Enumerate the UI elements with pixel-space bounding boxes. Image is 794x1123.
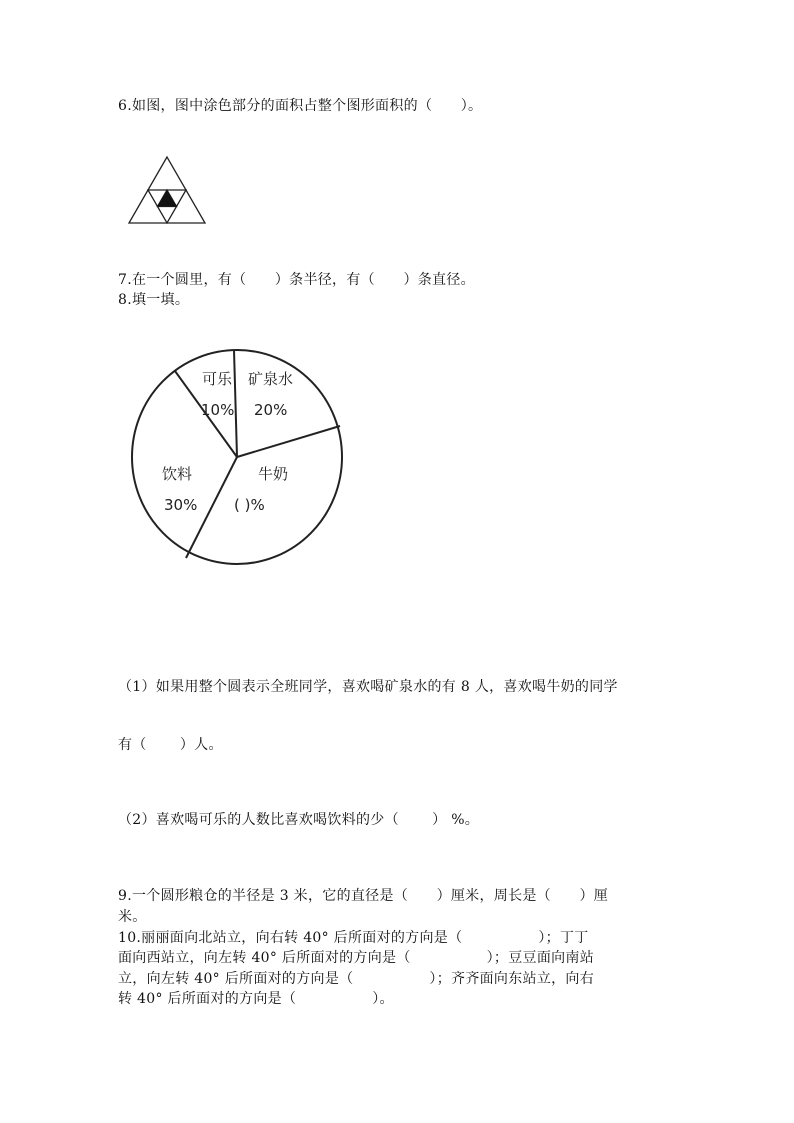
triangle-figure — [125, 155, 209, 225]
question-9-line1: 9.一个圆形粮仓的半径是 3 米，它的直径是（ ）厘米，周长是（ ）厘 — [118, 888, 609, 904]
pie-value-drink: 30% — [164, 496, 198, 514]
question-10-line1: 10.丽丽面向北站立，向右转 40° 后所面对的方向是（ ）；丁丁 — [118, 930, 589, 946]
pie-label-milk: 牛奶 — [258, 465, 289, 483]
pie-label-drink: 饮料 — [162, 465, 193, 483]
question-7-text: 7.在一个圆里，有（ ）条半径，有（ ）条直径。 — [118, 272, 475, 288]
shaded-triangle — [158, 191, 176, 206]
question-8-part2: （2）喜欢喝可乐的人数比喜欢喝饮料的少（ ） %。 — [118, 812, 480, 828]
question-8-text: 8.填一填。 — [118, 292, 190, 308]
question-9-line2: 米。 — [118, 909, 147, 925]
pie-value-water: 20% — [254, 401, 288, 419]
pie-chart — [126, 342, 348, 568]
pie-value-cola: 10% — [201, 401, 235, 419]
question-8-part1-line1: （1）如果用整个圆表示全班同学，喜欢喝矿泉水的有 8 人，喜欢喝牛奶的同学 — [118, 679, 618, 695]
question-10-line2: 面向西站立，向左转 40° 后所面对的方向是（ ）；豆豆面向南站 — [118, 950, 595, 966]
question-8-part1-line2: 有（ ）人。 — [118, 737, 223, 753]
question-6-text: 6.如图，图中涂色部分的面积占整个图形面积的（ ）。 — [118, 98, 483, 114]
question-10-line4: 转 40° 后所面对的方向是（ ）。 — [118, 991, 394, 1007]
question-10-line3: 立，向左转 40° 后所面对的方向是（ ）；齐齐面向东站立，向右 — [118, 971, 595, 987]
pie-label-water: 矿泉水 — [248, 370, 294, 388]
pie-label-cola: 可乐 — [202, 370, 233, 388]
pie-value-milk: ( )% — [234, 496, 265, 514]
